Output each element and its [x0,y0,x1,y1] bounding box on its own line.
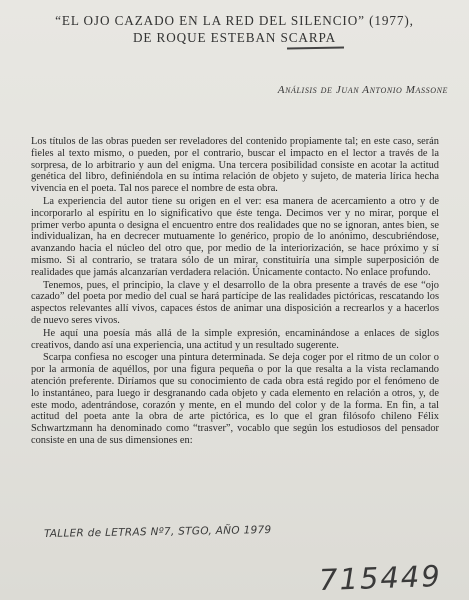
handwritten-catalog-number: 715449 [318,558,443,598]
paragraph-1: Los títulos de las obras pueden ser reveladores del contenido propiamente tal; en este caso, serán fieles al texto mismo, o pueden, por el contrario, buscar el impacto en el lector a través de la sorpresa, de lo arbitrario y aun del enigma. Una tercera posibilidad consiste en acotar la actitud genética del libro, definiéndola en su íntima relación de objeto y sujeto, de materia lírica hecha vivencia en el poeta. Tal nos parece el nombre de esta obra. [31,136,439,195]
byline: Análisis de Juan Antonio Massone [277,84,448,96]
paragraph-5: Scarpa confiesa no escoger una pintura determinada. Se deja coger por el ritmo de un color o por la armonía de aquéllos, por una figura pequeña o por la que resalta a la vista reclamando atención preferente. Diríamos que su conocimiento de cada obra está regido por el fenómeno de lo instantáneo, para luego ir desgranando cada objeto y cada elemento en relación a otros, y, de este modo, adentrándose, corazón y mente, en el mundo del color y de la forma. En fin, a tal actitud del poeta ante la obra de arte pictórica, es lo que el gran filósofo chileno Félix Schwartzmann ha denominado como “trasver”, vocablo que según los estudiosos del pensador consiste en una de sus dimensiones en: [31,352,439,446]
handwritten-underline [287,47,344,50]
title-line-2: DE ROQUE ESTEBAN SCARPA [132,30,337,45]
article-body [31,136,439,448]
article-title [0,12,469,46]
handwritten-source-note: TALLER de LETRAS Nº7, STGO, AÑO 1979 [43,524,272,540]
paragraph-3: Tenemos, pues, el principio, la clave y el desarrollo de la obra presente a través de ese “ojo cazado” del poeta por medio del cual se hará partícipe de las realidades pictóricas, rescatando los aspectos relevantes allí vivos, capaces éstos de animar una disposición a recrearlos y a hacerlos de nuevo seres vivos. [31,279,439,326]
paragraph-4: He aquí una poesía más allá de la simple expresión, encaminándose a enlaces de siglos creativos, dando así una experiencia, una actitud y un resultado sugerente. [31,327,439,351]
paragraph-2: La experiencia del autor tiene su origen en el ver: esa manera de acercamiento a otro y de incorporarlo al espíritu en lo significativo que éste tenga. Decimos ver y no mirar, porque el primer verbo apunta o designa el encuentro entre dos realidades que no se ignoran, antes bien, se individualizan, ha en decrecer mutuamente lo genérico, propio de lo anónimo, descubriéndose, avanzando hacia el núcleo del otro que, por medio de la interiorización, se hace próximo y sí mismo. Si al contrario, se tratara sólo de un mirar, constituiría una simple superposición de realidades que jamás alcanzarían verdadera relación. Únicamente contacto. No enlace profundo. [31,195,439,278]
title-line-1: “EL OJO CAZADO EN LA RED DEL SILENCIO” (1977), [55,13,414,28]
